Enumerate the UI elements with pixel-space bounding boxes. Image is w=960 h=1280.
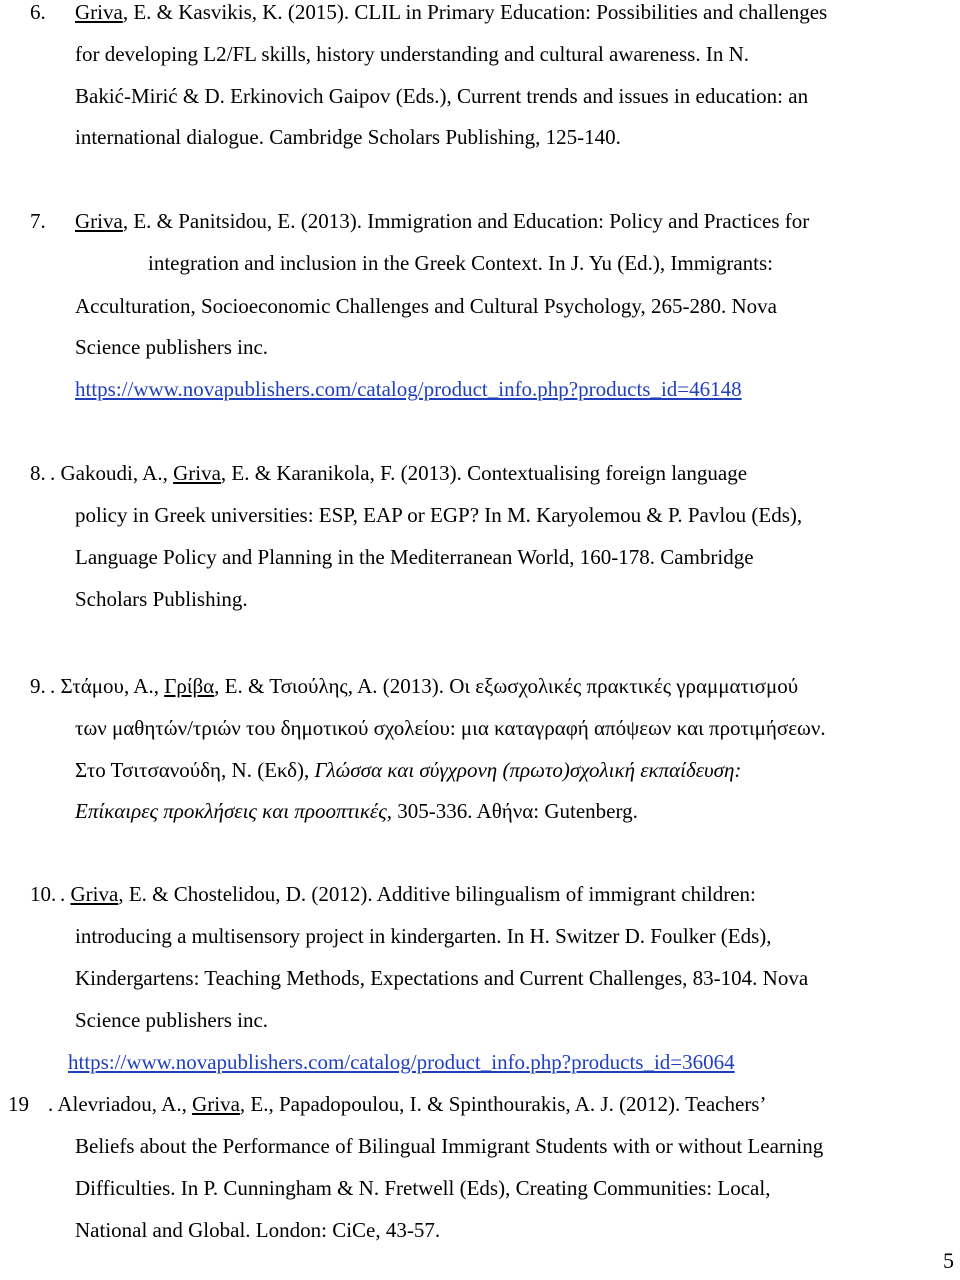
title-italic: Γλώσσα και σύγχρονη (πρωτο)σχολική εκπαίδευση:: [314, 758, 742, 782]
reference-text: . Στάμου, Α.,: [50, 674, 165, 698]
reference-text: Science publishers inc.: [75, 335, 269, 359]
page-number: 5: [943, 1248, 954, 1273]
reference-text: 305-336. Αθήνα: Gutenberg.: [391, 799, 638, 823]
reference-line: [75, 0, 827, 25]
reference-line: [75, 965, 808, 991]
reference-text: Science publishers inc.: [75, 1008, 269, 1032]
reference-line: [148, 250, 773, 276]
reference-line: [75, 83, 808, 109]
reference-text: Difficulties. In P. Cunningham & N. Fretwell (Eds), Creating Communities: Local,: [75, 1176, 771, 1200]
url-link[interactable]: https://www.novapublishers.com/catalog/product_info.php?products_id=46148: [75, 377, 742, 401]
reference-line: [60, 881, 756, 907]
reference-line: [50, 673, 798, 699]
reference-line: [68, 1049, 735, 1075]
title-italic: Επίκαιρες προκλήσεις και προοπτικές,: [75, 799, 392, 823]
reference-text: , E. & Panitsidou, E. (2013). Immigration and Education: Policy and Practices for: [122, 209, 810, 233]
author-name-underlined: Γρίβα: [164, 674, 215, 698]
reference-text: Kindergartens: Teaching Methods, Expectations and Current Challenges, 83-104. Nova: [75, 966, 809, 990]
reference-number: 8.: [30, 461, 46, 485]
reference-text: policy in Greek universities: ESP, EAP or EGP? In M. Karyolemou & P. Pavlou (Eds),: [75, 503, 803, 527]
reference-text: Bakić-Mirić & D. Erkinovich Gaipov (Eds.), Current trends and issues in education: an: [75, 84, 809, 108]
reference-line: [75, 41, 749, 67]
author-name-underlined: Griva: [75, 0, 123, 24]
author-name-underlined: Griva: [70, 882, 119, 906]
reference-text: , E. & Chostelidou, D. (2012). Additive bilingualism of immigrant children:: [118, 882, 756, 906]
reference-line: [75, 757, 741, 783]
reference-text: , E. & Karanikola, F. (2013). Contextualising foreign language: [220, 461, 748, 485]
reference-line: [48, 1091, 766, 1117]
author-name-underlined: Griva: [173, 461, 221, 485]
reference-number: 6.: [30, 0, 46, 24]
reference-line: [75, 334, 268, 360]
reference-number: 9.: [30, 674, 46, 698]
reference-text: των μαθητών/τριών του δημοτικού σχολείου: μια καταγραφή απόψεων και προτιμήσεων.: [75, 716, 826, 740]
reference-line: [75, 715, 826, 741]
reference-text: integration and inclusion in the Greek Context. In J. Yu (Ed.), Immigrants:: [148, 251, 774, 275]
reference-line: [50, 460, 747, 486]
url-link[interactable]: https://www.novapublishers.com/catalog/product_info.php?products_id=36064: [68, 1050, 735, 1074]
reference-text: National and Global. London: CiCe, 43-57.: [75, 1218, 441, 1242]
reference-line: [75, 1217, 440, 1243]
reference-line: [75, 124, 621, 150]
reference-line: [75, 923, 772, 949]
reference-line: [75, 502, 802, 528]
reference-line: [75, 544, 754, 570]
reference-text: , E. & Kasvikis, K. (2015). CLIL in Primary Education: Possibilities and challenges: [122, 0, 828, 24]
reference-text: Scholars Publishing.: [75, 587, 248, 611]
reference-text: Acculturation, Socioeconomic Challenges and Cultural Psychology, 265-280. Nova: [75, 294, 778, 318]
reference-number: 10.: [30, 882, 57, 906]
reference-text: , Ε. & Τσιούλης, Α. (2013). Οι εξωσχολικές πρακτικές γραμματισμού: [214, 674, 799, 698]
reference-text: Beliefs about the Performance of Bilingual Immigrant Students with or without Learning: [75, 1134, 824, 1158]
reference-text: .: [60, 882, 71, 906]
reference-line: [75, 208, 809, 234]
reference-text: for developing L2/FL skills, history understanding and cultural awareness. In N.: [75, 42, 749, 66]
reference-text: . Alevriadou, A.,: [48, 1092, 193, 1116]
reference-text: Language Policy and Planning in the Mediterranean World, 160-178. Cambridge: [75, 545, 754, 569]
reference-line: [75, 586, 248, 612]
author-name-underlined: Griva: [75, 209, 123, 233]
reference-text: introducing a multisensory project in kindergarten. In H. Switzer D. Foulker (Eds),: [75, 924, 772, 948]
reference-line: [75, 1007, 268, 1033]
reference-line: [75, 293, 777, 319]
reference-number: 7.: [30, 209, 46, 233]
reference-line: [75, 376, 742, 402]
reference-text: , E., Papadopoulou, I. & Spinthourakis, A. J. (2012). Teachers’: [239, 1092, 767, 1116]
reference-text: . Gakoudi, A.,: [50, 461, 174, 485]
reference-line: [75, 1175, 770, 1201]
reference-number: 19: [8, 1092, 29, 1116]
reference-text: international dialogue. Cambridge Scholars Publishing, 125-140.: [75, 125, 621, 149]
reference-text: Στο Τσιτσανούδη, Ν. (Εκδ),: [75, 758, 315, 782]
author-name-underlined: Griva: [192, 1092, 240, 1116]
reference-line: [75, 1133, 823, 1159]
reference-line: [75, 798, 638, 824]
